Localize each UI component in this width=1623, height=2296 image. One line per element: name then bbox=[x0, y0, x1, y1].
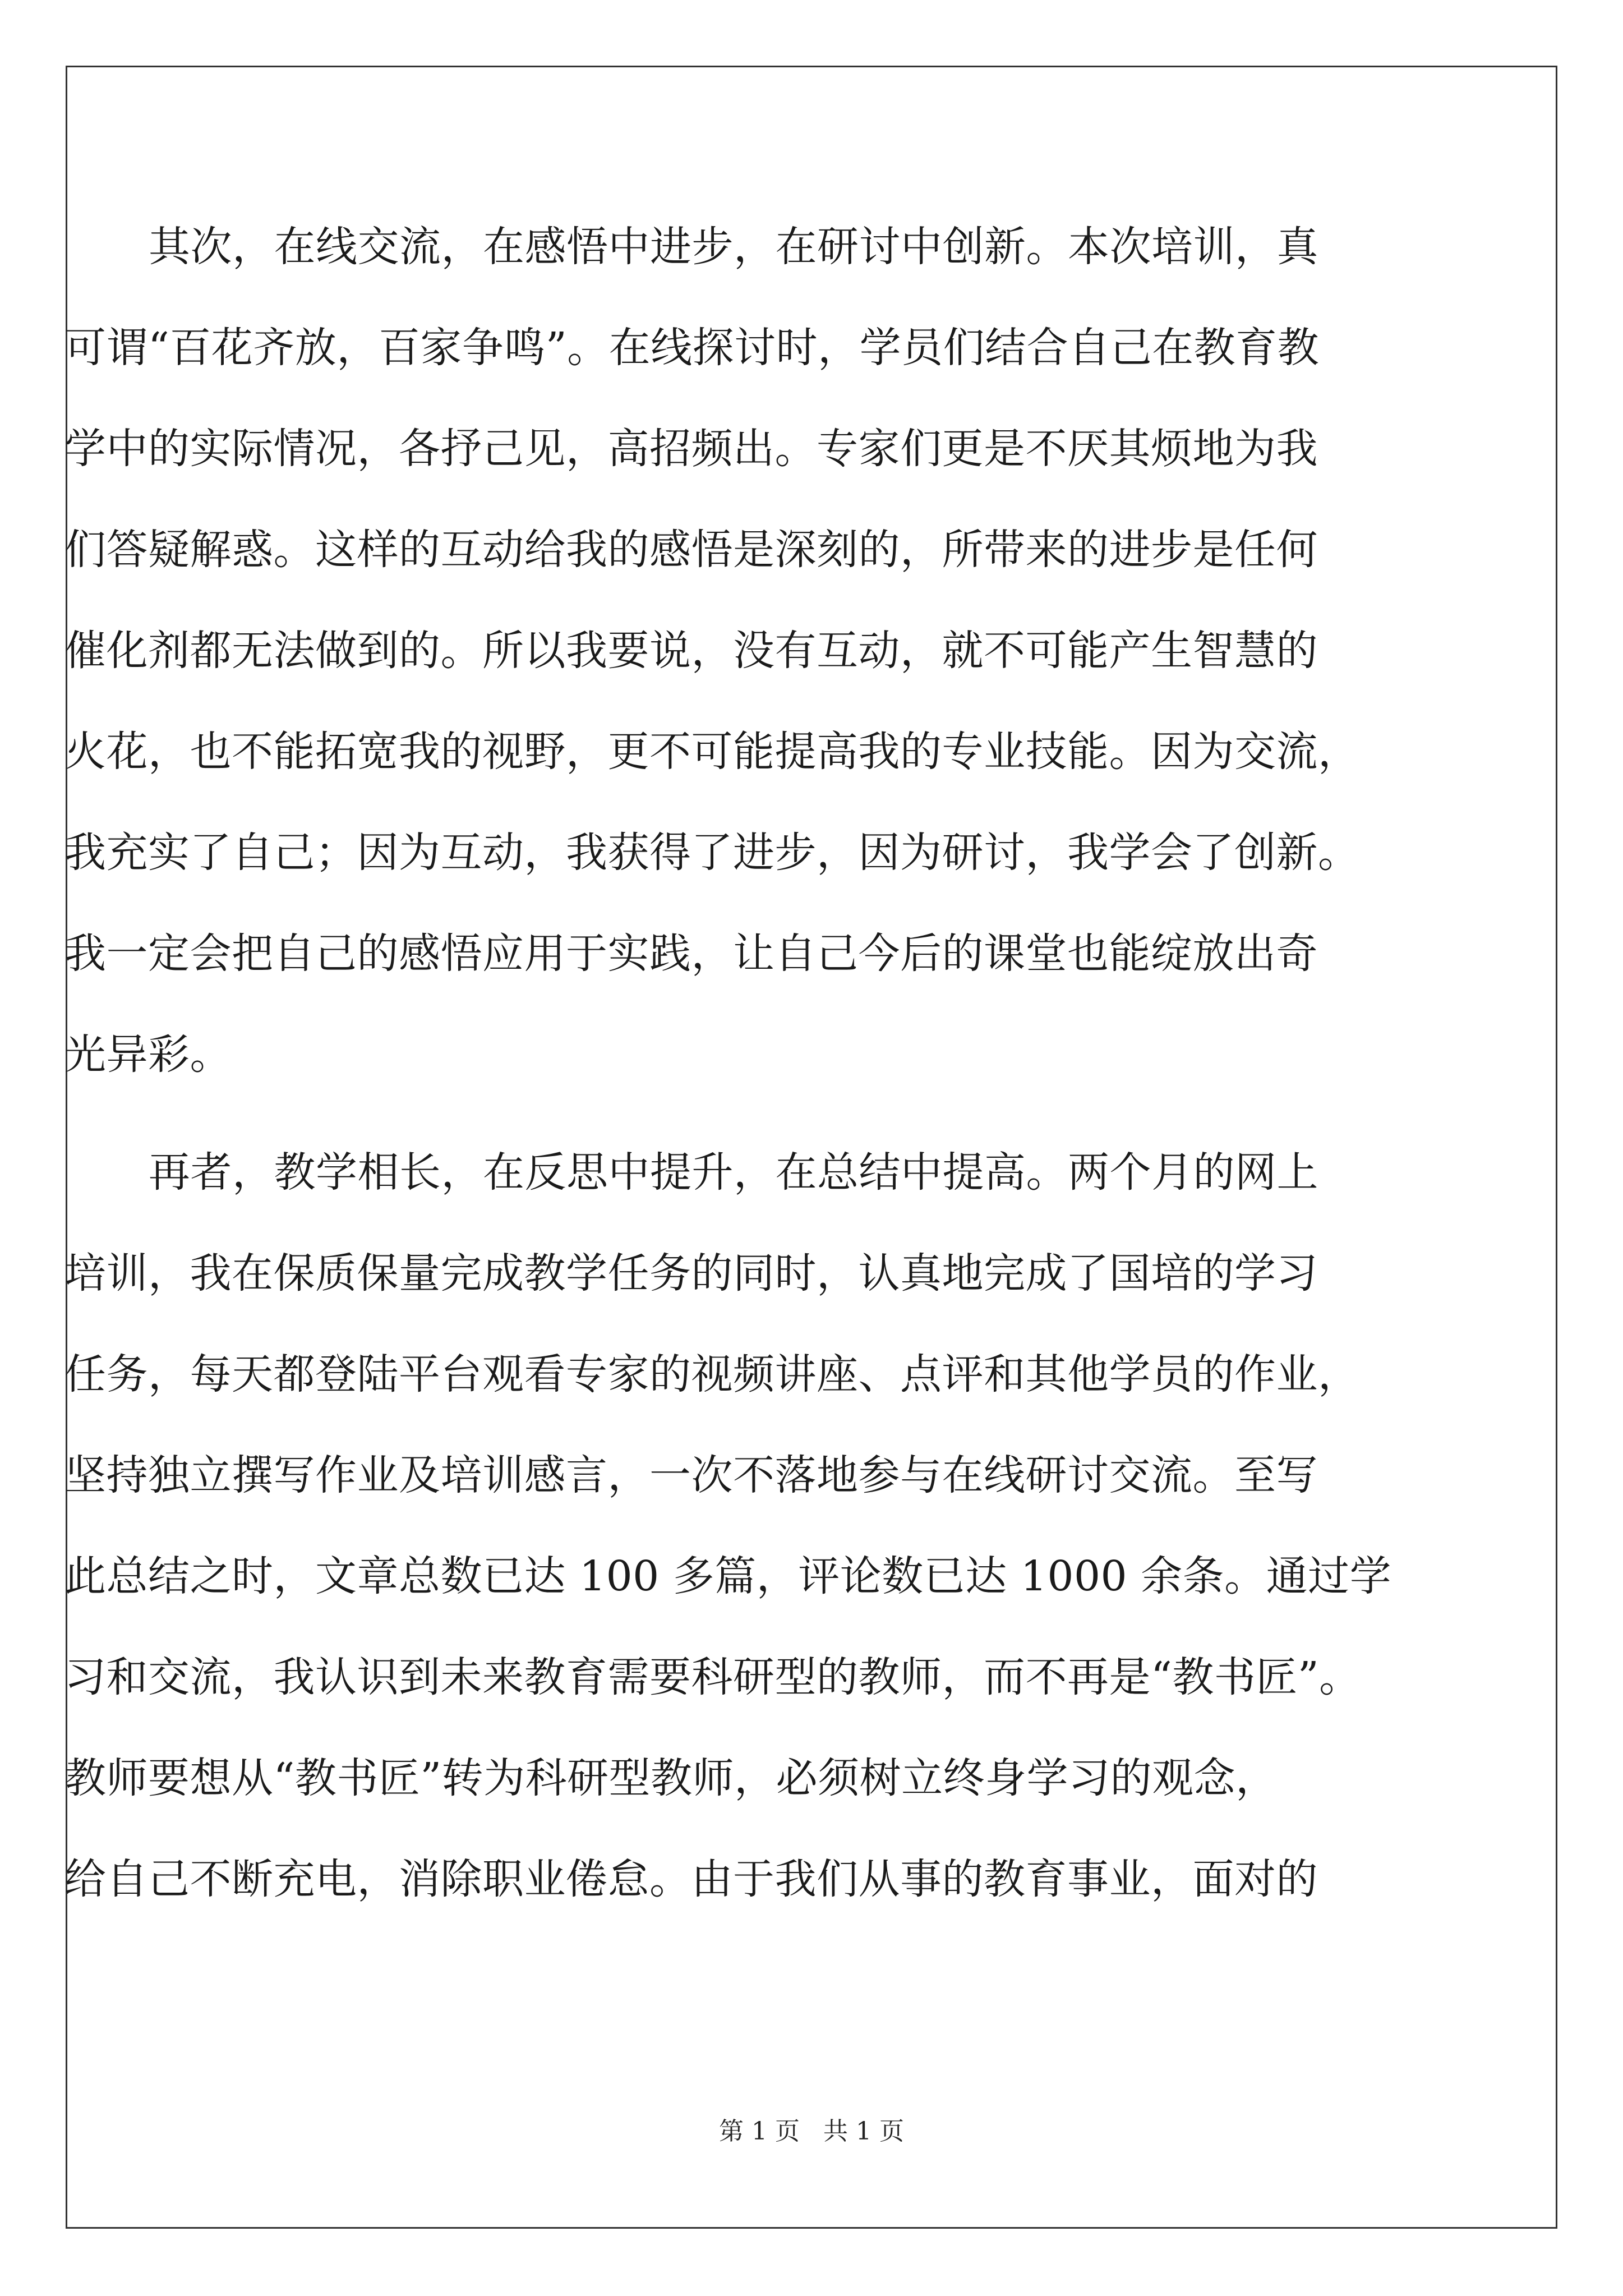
paragraph-1-line-6: 火花，也不能拓宽我的视野，更不可能提高我的专业技能。因为交流， bbox=[64, 728, 1360, 776]
page-number: 第 1 页 共 1 页 bbox=[719, 2117, 904, 2146]
paragraph-2-line-2: 培训，我在保质保量完成教学任务的同时，认真地完成了国培的学习 bbox=[64, 1249, 1318, 1297]
paragraph-1-line-2: 可谓“百花齐放，百家争鸣”。在线探讨时，学员们结合自己在教育教 bbox=[64, 324, 1320, 372]
paragraph-1-line-3: 学中的实际情况，各抒己见，高招频出。专家们更是不厌其烦地为我 bbox=[64, 425, 1318, 473]
paragraph-2-line-5: 此总结之时，文章总数已达 100 多篇，评论数已达 1000 余条。通过学 bbox=[64, 1552, 1392, 1600]
paragraph-1-line-8: 我一定会把自己的感悟应用于实践，让自己今后的课堂也能绽放出奇 bbox=[64, 930, 1318, 978]
paragraph-1-line-9: 光异彩。 bbox=[64, 1030, 232, 1079]
paragraph-2-line-7: 教师要想从“教书匠”转为科研型教师，必须树立终身学习的观念， bbox=[64, 1754, 1278, 1802]
paragraph-2-line-6: 习和交流，我认识到未来教育需要科研型的教师，而不再是“教书匠”。 bbox=[64, 1653, 1361, 1701]
paragraph-2-line-1: 再者，教学相长，在反思中提升，在总结中提高。两个月的网上 bbox=[149, 1148, 1318, 1197]
paragraph-1-line-1: 其次，在线交流，在感悟中进步，在研讨中创新。本次培训，真 bbox=[149, 223, 1318, 271]
paragraph-1-line-4: 们答疑解惑。这样的互动给我的感悟是深刻的，所带来的进步是任何 bbox=[64, 526, 1318, 574]
paragraph-1-line-7: 我充实了自己；因为互动，我获得了进步，因为研讨，我学会了创新。 bbox=[64, 829, 1360, 877]
paragraph-2-line-8: 给自己不断充电，消除职业倦怠。由于我们从事的教育事业，面对的 bbox=[64, 1855, 1318, 1903]
paragraph-2-line-4: 坚持独立撰写作业及培训感言，一次不落地参与在线研讨交流。至写 bbox=[64, 1451, 1318, 1499]
paragraph-1-line-5: 催化剂都无法做到的。所以我要说，没有互动，就不可能产生智慧的 bbox=[64, 627, 1318, 675]
page-footer bbox=[0, 2115, 1623, 2148]
paragraph-2-line-3: 任务，每天都登陆平台观看专家的视频讲座、点评和其他学员的作业， bbox=[64, 1350, 1360, 1398]
